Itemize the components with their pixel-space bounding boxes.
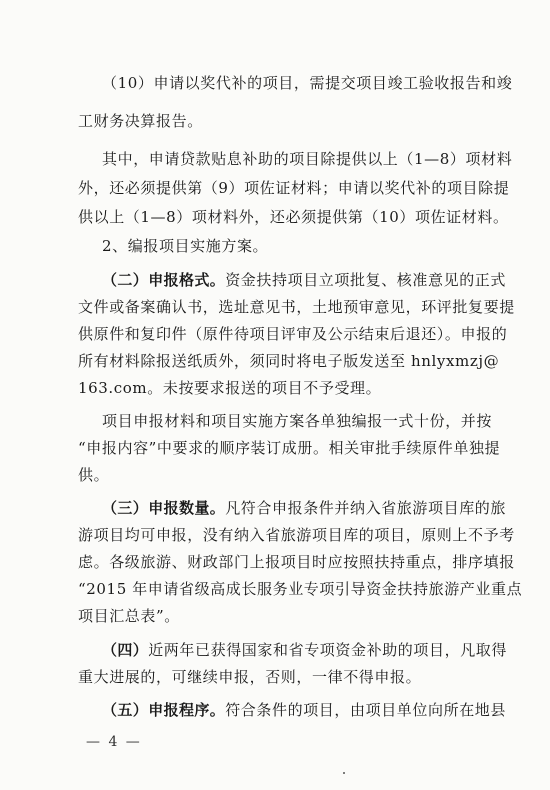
text-line-4: 外，还必须提供第（9）项佐证材料；申请以奖代补的项目除提	[78, 179, 510, 197]
section-heading: （三）申报数量。	[102, 499, 226, 517]
text-line-18: “2015 年申请省级高成长服务业专项引导资金扶持旅游产业重点	[78, 580, 523, 598]
text-line-21: 重大进展的，可继续申报，否则，一律不得申报。	[78, 668, 422, 686]
section-heading: （四）	[102, 641, 149, 659]
text-line-5: 供以上（1—8）项材料外，还必须提供第（10）项佐证材料。	[78, 208, 509, 226]
text-line-9: 供原件和复印件（原件待项目评审及公示结束后退还）。申报的	[78, 325, 508, 343]
text-line-15: （三）申报数量。凡符合申报条件并纳入省旅游项目库的旅	[102, 499, 507, 517]
text-line-10: 所有材料除报送纸质外，须同时将电子版发送至 hnlyxmzj@	[78, 352, 500, 370]
text-line-12: 项目申报材料和项目实施方案各单独编报一式十份，并按	[102, 412, 493, 430]
text-line-19: 项目汇总表”。	[78, 607, 180, 625]
section-heading: （五）申报程序。	[102, 701, 226, 719]
scan-speck	[343, 772, 345, 774]
text-line-6: 2、编报项目实施方案。	[102, 237, 269, 255]
text-line-20: （四）近两年已获得国家和省专项资金补助的项目，凡取得	[102, 641, 508, 659]
text-line-13: “申报内容”中要求的顺序装订成册。相关审批手续原件单独提	[78, 439, 501, 457]
text-line-22: （五）申报程序。符合条件的项目，由项目单位向所在地县	[102, 701, 507, 719]
text-line-7: （二）申报格式。资金扶持项目立项批复、核准意见的正式	[102, 271, 507, 289]
section-heading: （二）申报格式。	[102, 271, 226, 289]
text-line-2: 工财务决算报告。	[78, 112, 203, 130]
text-line-8: 文件或备案确认书，选址意见书，土地预审意见，环评批复要提	[78, 298, 515, 316]
text-line-1: （10）申请以奖代补的项目，需提交项目竣工验收报告和竣	[102, 74, 513, 92]
text-line-3: 其中，申请贷款贴息补助的项目除提供以上（1—8）项材料	[102, 150, 513, 168]
text-line-16: 游项目均可申报，没有纳入省旅游项目库的项目，原则上不予考	[78, 526, 515, 544]
text-line-14: 供。	[78, 466, 110, 484]
text-line-11: 163.com。未按要求报送的项目不予受理。	[78, 379, 382, 397]
page-number: — 4 —	[86, 734, 142, 750]
text-line-17: 虑。各级旅游、财政部门上报项目时应按照扶持重点，排序填报	[78, 553, 515, 571]
